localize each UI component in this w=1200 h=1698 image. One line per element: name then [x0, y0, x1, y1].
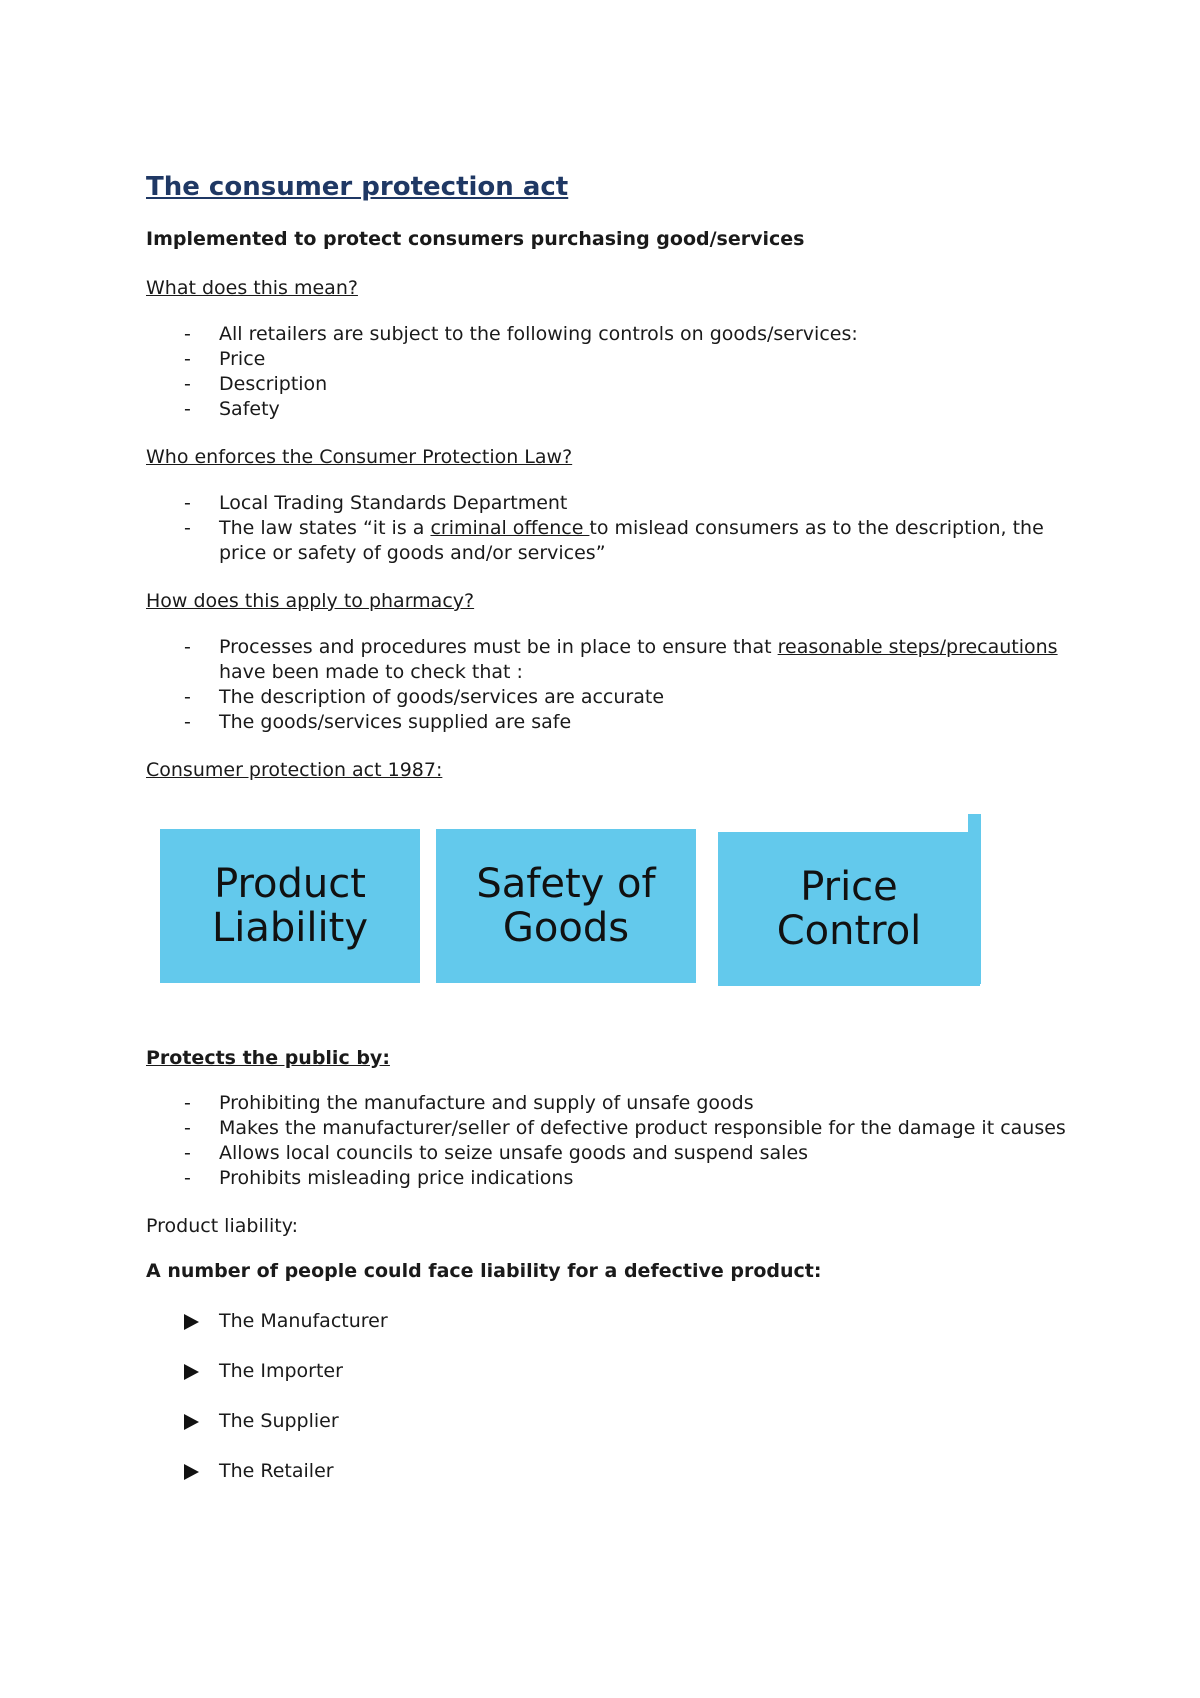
liability-subheading: A number of people could face liability for a defective product: — [146, 1260, 822, 1282]
section-heading-pharmacy: How does this apply to pharmacy? — [146, 590, 475, 612]
list-item: The Supplier — [146, 1409, 1066, 1434]
section-heading-product-liability: Product liability: — [146, 1215, 298, 1237]
safety-of-goods-box: Safety of Goods — [436, 829, 696, 983]
dash-bullet: - — [184, 348, 191, 370]
list-item: The Manufacturer — [146, 1309, 1066, 1334]
arrow-bullet-icon — [184, 1314, 199, 1330]
list-item: - Safety — [184, 398, 280, 420]
dash-bullet: - — [184, 1167, 191, 1189]
dash-bullet: - — [184, 373, 191, 395]
controls-list — [146, 322, 1066, 422]
section-heading-protects-public: Protects the public by: — [146, 1047, 390, 1069]
price-control-box: Price Control — [718, 832, 980, 986]
section-heading-act-1987: Consumer protection act 1987: — [146, 759, 443, 781]
dash-bullet: - — [184, 517, 191, 539]
list-item: - Processes and procedures must be in place to ensure that reasonable steps/precautions have been made to check that : — [184, 636, 1058, 683]
dash-bullet: - — [184, 636, 191, 658]
dash-bullet: - — [184, 1117, 191, 1139]
arrow-bullet-icon — [184, 1364, 199, 1380]
list-item: - Makes the manufacturer/seller of defective product responsible for the damage it causes — [184, 1117, 1066, 1139]
liable-parties-list — [146, 1309, 1066, 1484]
list-item: - The goods/services supplied are safe — [184, 711, 572, 733]
arrow-bullet-icon — [184, 1464, 199, 1480]
criminal-offence-text: criminal offence — [430, 517, 590, 539]
document-page — [146, 160, 1066, 1509]
subtitle: Implemented to protect consumers purchasing good/services — [146, 228, 805, 250]
dash-bullet: - — [184, 492, 191, 514]
list-item: - Local Trading Standards Department — [184, 492, 568, 514]
act-areas-diagram — [0, 804, 1200, 1024]
page-title: The consumer protection act — [146, 172, 569, 202]
list-item: The Importer — [146, 1359, 1066, 1384]
section-heading-who-enforces: Who enforces the Consumer Protection Law? — [146, 446, 573, 468]
dash-bullet: - — [184, 711, 191, 733]
list-item: - Allows local councils to seize unsafe goods and suspend sales — [184, 1142, 809, 1164]
list-item: - The description of goods/services are accurate — [184, 686, 665, 708]
enforcement-list — [146, 491, 1066, 566]
dash-bullet: - — [184, 398, 191, 420]
product-liability-box: Product Liability — [160, 829, 420, 983]
dash-bullet: - — [184, 323, 191, 345]
dash-bullet: - — [184, 1092, 191, 1114]
list-item: - Prohibits misleading price indications — [184, 1167, 574, 1189]
list-item: - The law states “it is a criminal offence to mislead consumers as to the description, the price or safety of goods and/or services” — [184, 517, 1044, 564]
protections-list — [146, 1091, 1066, 1191]
section-heading-what-does-this-mean: What does this mean? — [146, 277, 358, 299]
pharmacy-list — [146, 635, 1066, 735]
reasonable-steps-text: reasonable steps/precautions — [777, 636, 1058, 658]
list-item: - All retailers are subject to the following controls on goods/services: — [184, 323, 858, 345]
list-item: - Description — [184, 373, 328, 395]
list-item: - Price — [184, 348, 266, 370]
list-item: - Prohibiting the manufacture and supply of unsafe goods — [184, 1092, 754, 1114]
dash-bullet: - — [184, 686, 191, 708]
dash-bullet: - — [184, 1142, 191, 1164]
arrow-bullet-icon — [184, 1414, 199, 1430]
list-item: The Retailer — [146, 1459, 1066, 1484]
